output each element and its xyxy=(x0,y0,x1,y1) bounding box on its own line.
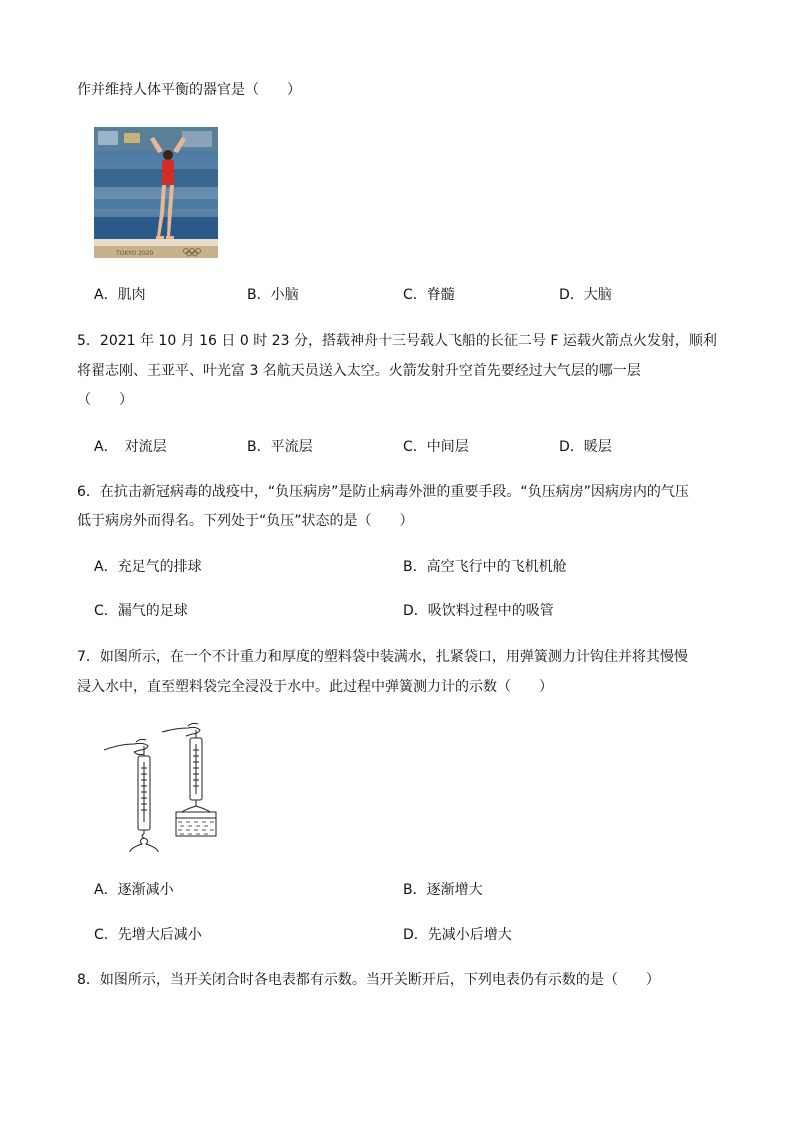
gymnast-photo xyxy=(94,127,218,258)
q7-option-a[interactable]: A．逐渐减小 xyxy=(94,882,174,898)
q5-stem-line3: （ ） xyxy=(77,392,133,408)
q5-option-d[interactable]: D．暖层 xyxy=(559,439,612,455)
q7-stem-line1: 7．如图所示，在一个不计重力和厚度的塑料袋中装满水，扎紧袋口，用弹簧测力计钩住并将其慢慢 xyxy=(77,649,688,665)
q6-option-c[interactable]: C．漏气的足球 xyxy=(94,603,188,619)
q5-stem-line2: 将翟志刚、王亚平、叶光富 3 名航天员送入太空。火箭发射升空首先要经过大气层的哪一层 xyxy=(77,363,641,379)
q4-option-c[interactable]: C．脊髓 xyxy=(403,287,455,303)
q7-option-b[interactable]: B．逐渐增大 xyxy=(403,882,483,898)
q5-option-c[interactable]: C．中间层 xyxy=(403,439,469,455)
q7-option-d[interactable]: D．先减小后增大 xyxy=(403,927,512,943)
spring-scale-diagram xyxy=(100,722,230,852)
q6-option-d[interactable]: D．吸饮料过程中的吸管 xyxy=(403,603,554,619)
photo-caption: TOKYO 2020 xyxy=(116,250,154,257)
q7-stem-line2: 浸入水中，直至塑料袋完全浸没于水中。此过程中弹簧测力计的示数（ ） xyxy=(77,679,553,695)
q4-option-d[interactable]: D．大脑 xyxy=(559,287,612,303)
q4-option-a[interactable]: A．肌肉 xyxy=(94,287,146,303)
q5-option-b[interactable]: B．平流层 xyxy=(247,439,313,455)
q4-stem: 作并维持人体平衡的器官是（ ） xyxy=(77,82,301,98)
q7-option-c[interactable]: C．先增大后减小 xyxy=(94,927,202,943)
q6-option-b[interactable]: B．高空飞行中的飞机机舱 xyxy=(403,559,567,575)
q6-stem-line2: 低于病房外而得名。下列处于“负压”状态的是（ ） xyxy=(77,513,414,529)
q5-option-a[interactable]: A． 对流层 xyxy=(94,439,167,455)
q5-stem-line1: 5．2021 年 10 月 16 日 0 时 23 分，搭载神舟十三号载人飞船的长征二号 F 运载火箭点火发射，顺利 xyxy=(77,333,717,349)
q6-option-a[interactable]: A．充足气的排球 xyxy=(94,559,202,575)
q4-option-b[interactable]: B．小脑 xyxy=(247,287,299,303)
q8-stem-line1: 8．如图所示，当开关闭合时各电表都有示数。当开关断开后，下列电表仍有示数的是（ ） xyxy=(77,972,660,988)
q6-stem-line1: 6．在抗击新冠病毒的战疫中，“负压病房”是防止病毒外泄的重要手段。“负压病房”因病房内的气压 xyxy=(77,484,689,500)
